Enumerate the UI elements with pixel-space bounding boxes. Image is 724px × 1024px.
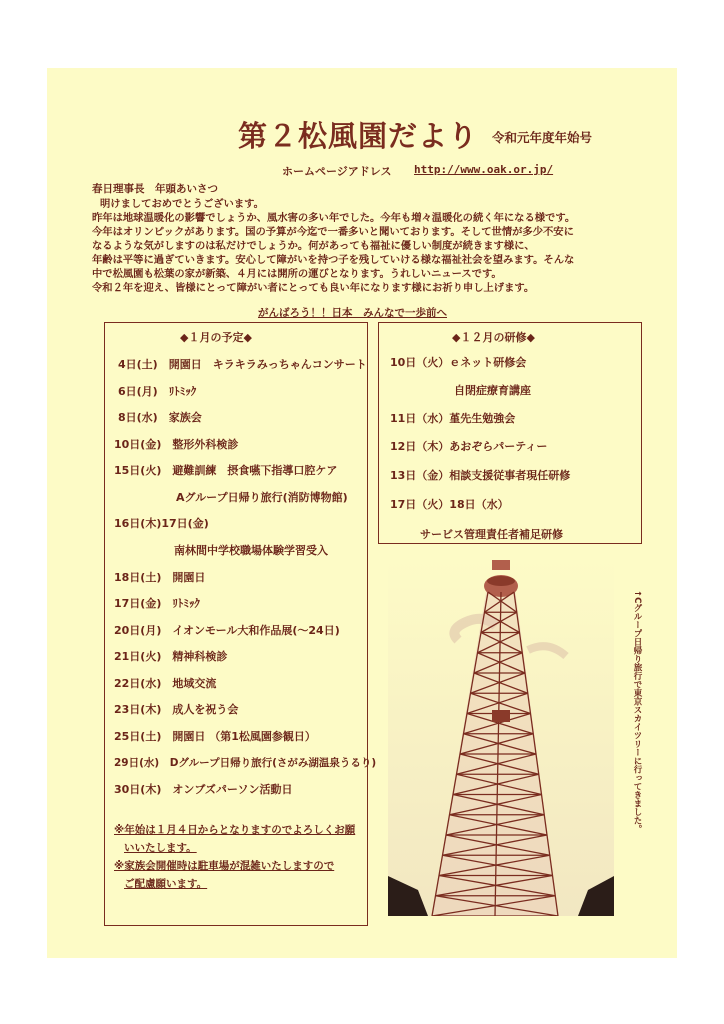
schedule-row: 18日(土) 開園日 [114, 571, 206, 584]
december-heading: ◆１２月の研修◆ [452, 331, 535, 344]
schedule-note: ※家族会開催時は駐車場が混雑いたしますので [114, 860, 335, 872]
schedule-row: 南林間中学校職場体験学習受入 [174, 544, 328, 557]
photo-caption: ↑Cグループ日帰り旅行で東京スカイツリーに行ってきました。 [632, 590, 642, 833]
slogan: がんばろう！！日本 みんなで一歩前へ [258, 307, 447, 319]
schedule-row: 15日(火) 避難訓練 摂食嚥下指導口腔ケア [114, 464, 338, 477]
schedule-row: 4日(土) 開園日 キラキラみっちゃんコンサート [118, 358, 367, 371]
training-row: 12日（木）あおぞらパーティー [390, 440, 548, 453]
schedule-note: いいたします。 [124, 842, 197, 854]
greeting-line: 中で松風園も松葉の家が新築、４月には開所の運びとなります。うれしいニュースです。 [92, 268, 502, 280]
skytree-photo [388, 560, 614, 916]
training-row: 13日（金）相談支援従事者現任研修 [390, 469, 571, 482]
schedule-row: 17日(金) ﾘﾄﾐｯｸ [114, 597, 200, 610]
greeting-line: なるような気がしますのは私だけでしょうか。何があっても福祉に優しい制度が続きます様に、 [92, 240, 535, 252]
schedule-row: 6日(月) ﾘﾄﾐｯｸ [118, 385, 197, 398]
issue-subtitle: 令和元年度年始号 [492, 130, 593, 145]
schedule-row: 23日(木) 成人を祝う会 [114, 703, 239, 716]
schedule-row: 25日(土) 開園日 （第1松風園参観日） [114, 730, 316, 743]
greeting-line: 今年はオリンピックがあります。国の予算が今迄で一番多いと聞いております。そして世情が多少不安に [92, 226, 574, 238]
schedule-row: 22日(水) 地域交流 [114, 677, 217, 690]
greeting-line: 令和２年を迎え、皆様にとって障がい者にとっても良い年になります様にお祈り申し上げます。 [92, 282, 535, 294]
schedule-row: 10日(金) 整形外科検診 [114, 438, 239, 451]
schedule-row: 30日(木) オンブズパーソン活動日 [114, 783, 293, 796]
training-row: 自閉症療育講座 [454, 384, 531, 397]
training-row: サービス管理責任者補足研修 [420, 528, 563, 541]
schedule-row: 8日(水) 家族会 [118, 411, 202, 424]
schedule-note: ※年始は１月４日からとなりますのでよろしくお願 [114, 824, 356, 836]
greeting-line: 昨年は地球温暖化の影響でしょうか、風水害の多い年でした。今年も増々温暖化の続く年になる様です。 [92, 212, 576, 224]
training-row: 11日（水）堇先生勉強会 [390, 412, 516, 425]
january-heading: ◆１月の予定◆ [180, 331, 252, 344]
homepage-link[interactable]: http://www.oak.or.jp/ [414, 163, 554, 176]
schedule-row: 21日(火) 精神科検診 [114, 650, 228, 663]
schedule-note: ご配慮願います。 [124, 878, 208, 890]
schedule-row: Aグループ日帰り旅行(消防博物館) [176, 491, 348, 504]
greeting-line: 明けましておめでとうございます。 [100, 198, 264, 210]
training-row: 10日（火）ｅネット研修会 [390, 356, 527, 369]
schedule-row: 29日(水) Dグループ日帰り旅行(さがみ湖温泉うるり) [114, 757, 377, 769]
greeting-heading: 春日理事長 年頭あいさつ [92, 183, 218, 195]
homepage-label: ホームページアドレス [282, 165, 392, 178]
schedule-row: 20日(月) イオンモール大和作品展(～24日) [114, 624, 340, 637]
greeting-line: 年齢は平等に過ぎていきます。安心して障がいを持つ子を残していける様な福祉社会を望みます。そんな [92, 254, 575, 266]
training-row: 17日（火）18日（水） [390, 498, 509, 511]
schedule-row: 16日(木)17日(金) [114, 517, 209, 530]
newsletter-title: 第２松風園だより [238, 119, 479, 153]
